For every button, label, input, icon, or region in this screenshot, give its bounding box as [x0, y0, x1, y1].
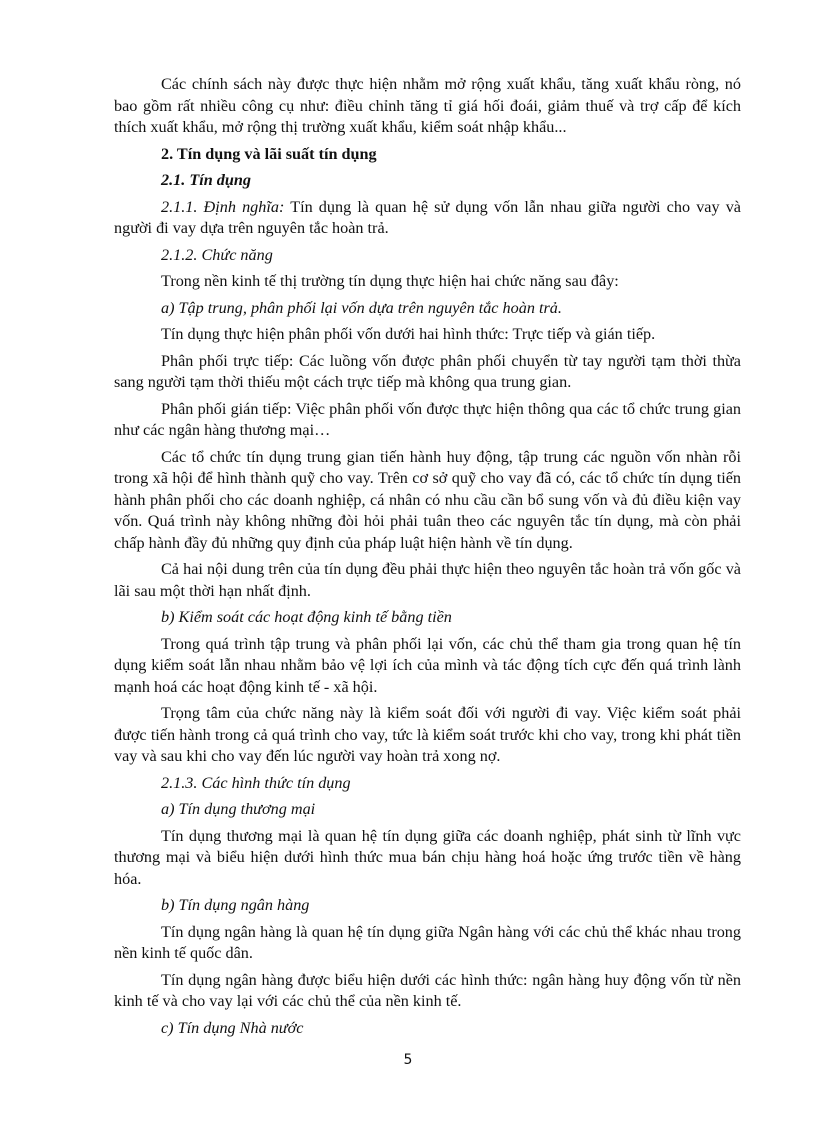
heading-function-a: a) Tập trung, phân phối lại vốn dựa trên nguyên tắc hoàn trả. — [161, 298, 562, 317]
heading-commercial-credit: a) Tín dụng thương mại — [161, 800, 316, 818]
definition-lead: 2.1.1. Định nghĩa: — [161, 197, 285, 216]
section-heading-credit-and-interest: 2. Tín dụng và lãi suất tín dụng — [161, 144, 377, 163]
paragraph-definition — [114, 197, 741, 240]
subsection-heading-credit: 2.1. Tín dụng — [161, 171, 251, 189]
paragraph-credit-institutions: Các tổ chức tín dụng trung gian tiến hành huy động, tập trung các nguồn vốn nhàn rỗi trong xã hội để hình thành quỹ cho vay. Trên cơ sở quỹ cho vay đã có, các tổ chức tín dụng tiến hành phân phối cho các doanh nghiệp, cá nhân có nhu cầu cần bổ sung vốn và đủ điều kiện vay vốn. Quá trình này không những đòi hỏi phải tuân theo các nguyên tắc tín dụng, mà còn phải chấp hành đầy đủ những quy định của pháp luật hiện hành về tín dụng. — [114, 447, 741, 552]
paragraph-bank-credit: Tín dụng ngân hàng là quan hệ tín dụng giữa Ngân hàng với các chủ thể khác nhau trong nền kinh tế quốc dân. — [114, 922, 741, 962]
paragraph-functions-intro: Trong nền kinh tế thị trường tín dụng thực hiện hai chức năng sau đây: — [161, 272, 619, 290]
paragraph-export-policy: Các chính sách này được thực hiện nhằm mở rộng xuất khẩu, tăng xuất khẩu ròng, nó bao gồm rất nhiều công cụ như: điều chỉnh tăng tỉ giá hối đoái, giảm thuế và trợ cấp để kích thích xuất khẩu, mở rộng thị trường xuất khẩu, kiểm soát nhập khẩu... — [114, 75, 741, 136]
paragraph-mutual-control: Trong quá trình tập trung và phân phối lại vốn, các chủ thể tham gia trong quan hệ tín dụng kiểm soát lẫn nhau nhằm bảo vệ lợi ích của mình và tác động tích cực đến quá trình lành mạnh hoá các hoạt động kinh tế - xã hội. — [114, 634, 741, 696]
heading-state-credit: c) Tín dụng Nhà nước — [161, 1018, 304, 1037]
heading-function-b: b) Kiểm soát các hoạt động kinh tế bằng tiền — [161, 608, 452, 626]
document-body — [114, 74, 741, 1044]
definition-text: Tín dụng là quan hệ sử dụng vốn lẫn nhau giữa người cho vay và người đi vay dựa trên nguyên tắc hoàn trả. — [114, 197, 741, 237]
paragraph-direct-distribution: Phân phối trực tiếp: Các luồng vốn được phân phối chuyển từ tay người tạm thời thừa sang người tạm thời thiếu một cách trực tiếp mà không qua trung gian. — [114, 351, 741, 391]
heading-credit-forms: 2.1.3. Các hình thức tín dụng — [161, 773, 351, 792]
paragraph-bank-credit-forms: Tín dụng ngân hàng được biểu hiện dưới các hình thức: ngân hàng huy động vốn từ nền kinh tế và cho vay lại với các chủ thể của nền kinh tế. — [114, 970, 741, 1010]
paragraph-commercial-credit: Tín dụng thương mại là quan hệ tín dụng giữa các doanh nghiệp, phát sinh từ lĩnh vực thương mại và biểu hiện dưới hình thức mua bán chịu hàng hoá hoặc ứng trước tiền về hàng hóa. — [114, 826, 741, 888]
paragraph-borrower-control: Trọng tâm của chức năng này là kiểm soát đối với người đi vay. Việc kiểm soát phải được tiến hành trong cả quá trình cho vay, tức là kiểm soát trước khi cho vay, trong khi phát tiền vay và sau khi cho vay đến lúc người vay hoàn trả xong nợ. — [114, 704, 741, 765]
page-number: 5 — [403, 1052, 413, 1068]
paragraph-repayment-principle: Cả hai nội dung trên của tín dụng đều phải thực hiện theo nguyên tắc hoàn trả vốn gốc và lãi sau một thời hạn nhất định. — [114, 560, 741, 600]
heading-bank-credit: b) Tín dụng ngân hàng — [161, 896, 310, 914]
paragraph-indirect-distribution: Phân phối gián tiếp: Việc phân phối vốn được thực hiện thông qua các tổ chức trung gian như các ngân hàng thương mại… — [114, 399, 741, 439]
paragraph-distribution-forms: Tín dụng thực hiện phân phối vốn dưới hai hình thức: Trực tiếp và gián tiếp. — [161, 325, 656, 343]
heading-functions: 2.1.2. Chức năng — [161, 245, 273, 264]
